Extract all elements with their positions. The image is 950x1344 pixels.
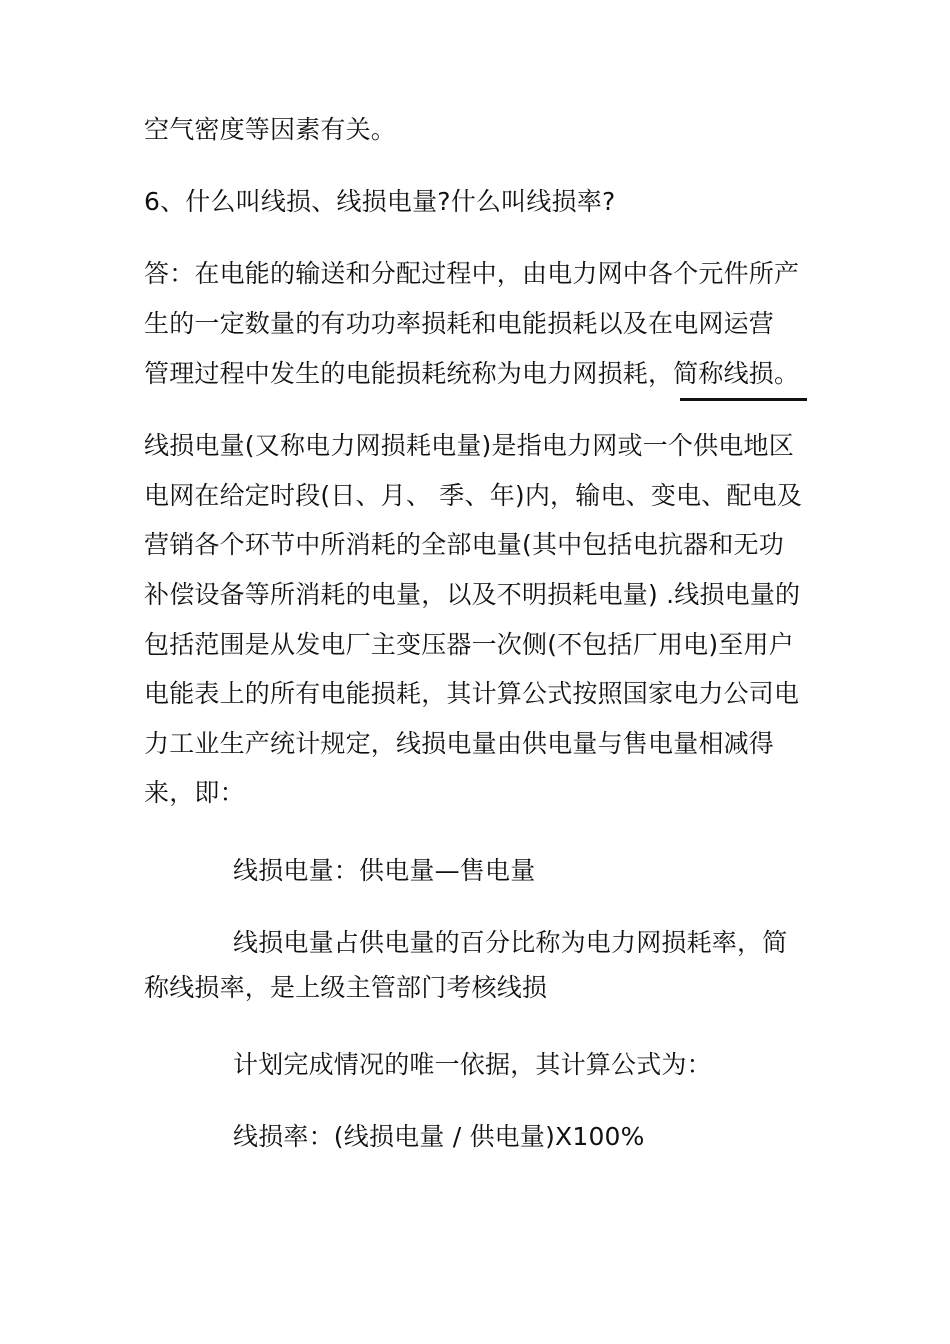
definition-line-6: 电能表上的所有电能损耗，其计算公式按照国家电力公司电: [144, 679, 800, 708]
definition-line-5: 包括范围是从发电厂主变压器一次侧(不包括厂用电)至用户: [144, 630, 794, 659]
definition-line-1: 线损电量(又称电力网损耗电量)是指电力网或一个供电地区: [144, 431, 794, 460]
answer-line-3: 管理过程中发生的电能损耗统称为电力网损耗，简称线损。: [144, 359, 800, 388]
intro-line-1: 空气密度等因素有关。: [144, 115, 397, 144]
definition-line-4: 补偿设备等所消耗的电量，以及不明损耗电量) .线损电量的: [144, 580, 801, 609]
formula-line-loss-energy: 线损电量：供电量—售电量: [233, 856, 536, 885]
definition-line-3: 营销各个环节中所消耗的全部电量(其中包括电抗器和无功: [144, 530, 784, 559]
question-heading: 6、什么叫线损、线损电量?什么叫线损率?: [144, 187, 616, 216]
rate-line-2: 称线损率，是上级主管部门考核线损: [144, 973, 548, 1002]
definition-line-7: 力工业生产统计规定，线损电量由供电量与售电量相减得: [144, 729, 775, 758]
answer-line-2: 生的一定数量的有功功率损耗和电能损耗以及在电网运营: [144, 309, 775, 338]
formula-line-loss-rate: 线损率：(线损电量 / 供电量)X100%: [233, 1122, 645, 1151]
basis-line: 计划完成情况的唯一依据，其计算公式为：: [233, 1050, 712, 1079]
answer-line-1: 答：在电能的输送和分配过程中，由电力网中各个元件所产: [144, 259, 800, 288]
rate-line-1: 线损电量占供电量的百分比称为电力网损耗率，简: [233, 928, 788, 957]
definition-line-2: 电网在给定时段(日、月、 季、年)内，输电、变电、配电及: [144, 481, 803, 510]
definition-line-8: 来，即：: [144, 778, 245, 807]
underline-rule: [680, 398, 807, 401]
